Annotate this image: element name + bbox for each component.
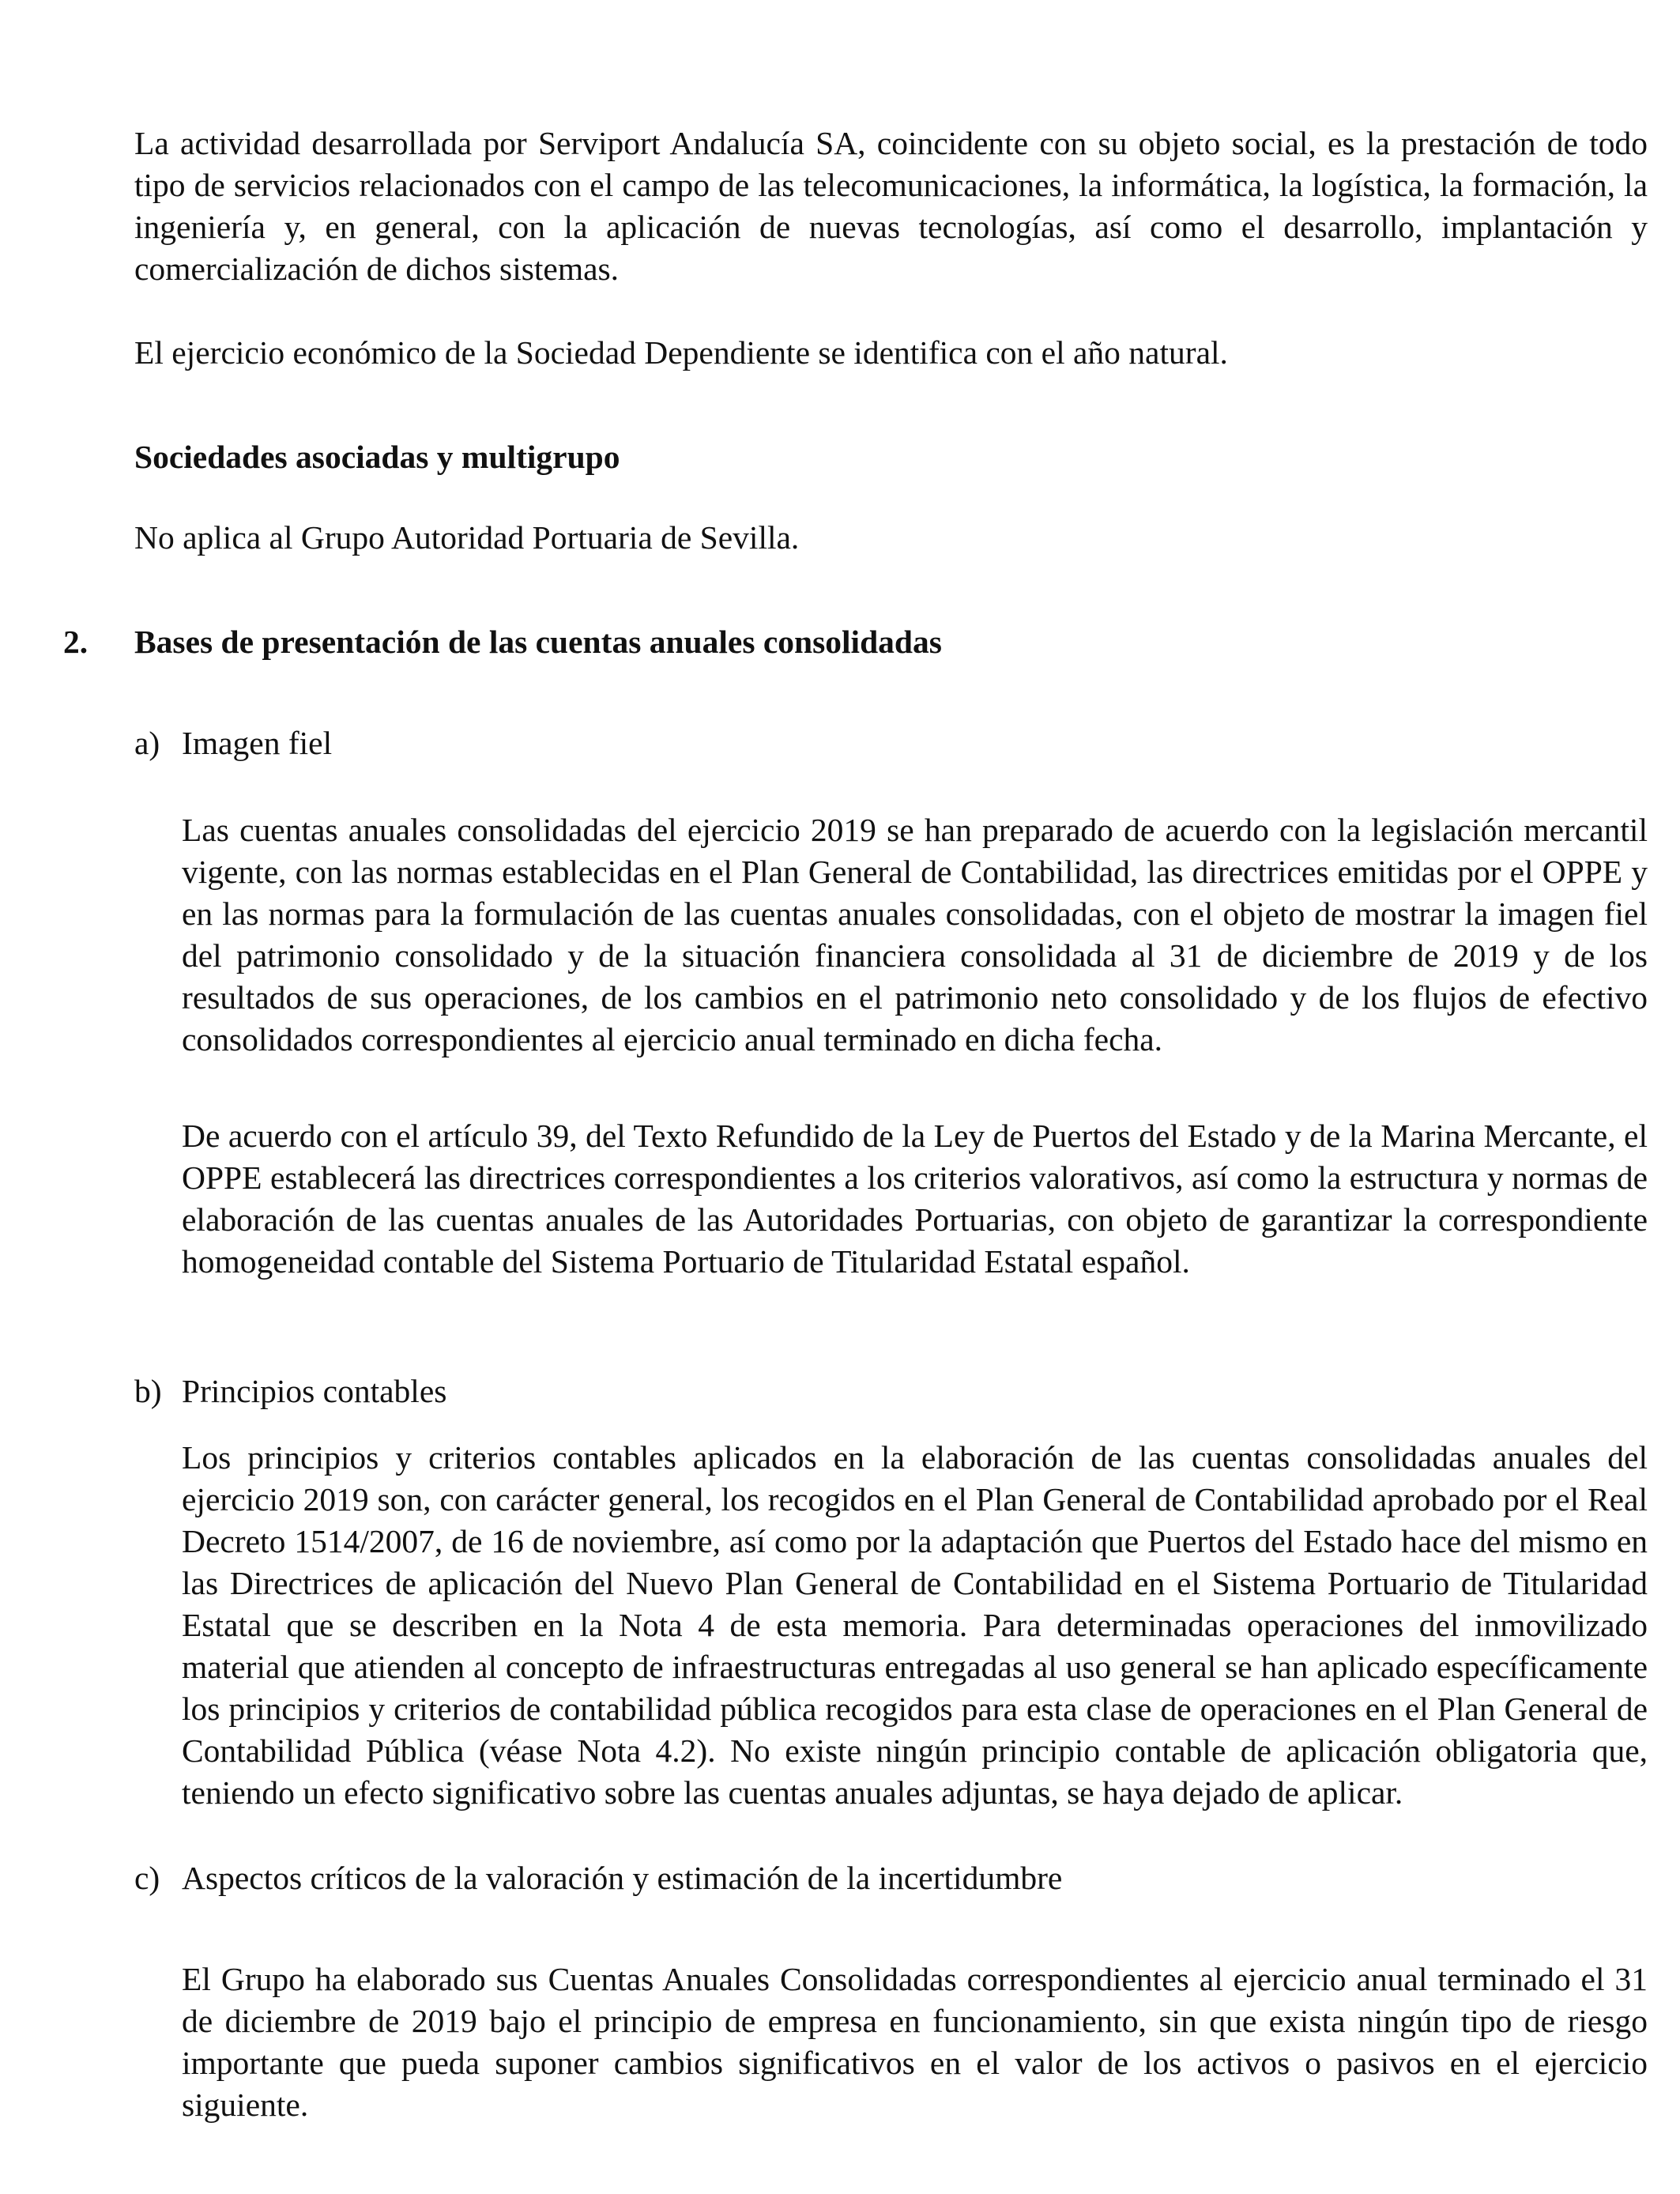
subsection-c-marker: c) (134, 1860, 160, 1896)
subsection-a-title: Imagen fiel (182, 725, 333, 761)
subsection-a-paragraph-2: De acuerdo con el artículo 39, del Texto Refundido de la Ley de Puertos del Estado y de la Marina Mercante, el OPPE establecerá las directrices correspondientes a los criterios valorativos, así como la estructura y normas de elaboración de las cuentas anuales de las Autoridades Portuarias, con objeto de garantizar la correspondiente homogeneidad contable del Sistema Portuario de Titularidad Estatal español. (182, 1118, 1648, 1280)
subsection-b-paragraph-1: Los principios y criterios contables aplicados en la elaboración de las cuentas consolidadas anuales del ejercicio 2019 son, con carácter general, los recogidos en el Plan General de Contabilidad aprobado por el Real Decreto 1514/2007, de 16 de noviembre, así como por la adaptación que Puertos del Estado hace del mismo en las Directrices de aplicación del Nuevo Plan General de Contabilidad en el Sistema Portuario de Titularidad Estatal que se describen en la Nota 4 de esta memoria. Para determinadas operaciones del inmovilizado material que atienden al concepto de infraestructuras entregadas al uso general se han aplicado específicamente los principios y criterios de contabilidad pública recogidos para esta clase de operaciones en el Plan General de Contabilidad Pública (véase Nota 4.2). No existe ningún principio contable de aplicación obligatoria que, teniendo un efecto significativo sobre las cuentas anuales adjuntas, se haya dejado de aplicar. (182, 1439, 1648, 1811)
associates-heading: Sociedades asociadas y multigrupo (134, 439, 620, 475)
subsection-a-paragraph-1: Las cuentas anuales consolidadas del ejercicio 2019 se han preparado de acuerdo con la legislación mercantil vigente, con las normas establecidas en el Plan General de Contabilidad, las directrices emitidas por el OPPE y en las normas para la formulación de las cuentas anuales consolidadas, con el objeto de mostrar la imagen fiel del patrimonio consolidado y de la situación financiera consolidada al 31 de diciembre de 2019 y de los resultados de sus operaciones, de los cambios en el patrimonio neto consolidado y de los flujos de efectivo consolidados correspondientes al ejercicio anual terminado en dicha fecha. (182, 812, 1648, 1057)
activity-paragraph: La actividad desarrollada por Serviport Andalucía SA, coincidente con su objeto social, es la prestación de todo tipo de servicios relacionados con el campo de las telecomunicaciones, la informática, la logística, la formación, la ingeniería y, en general, con la aplicación de nuevas tecnologías, así como el desarrollo, implantación y comercialización de dichos sistemas. (134, 125, 1648, 287)
subsection-b-title: Principios contables (182, 1373, 447, 1409)
subsection-c-paragraph-1: El Grupo ha elaborado sus Cuentas Anuales Consolidadas correspondientes al ejercicio anual terminado el 31 de diciembre de 2019 bajo el principio de empresa en funcionamiento, sin que exista ningún tipo de riesgo importante que pueda suponer cambios significativos en el valor de los activos o pasivos en el ejercicio siguiente. (182, 1961, 1648, 2123)
fiscal-year-paragraph: El ejercicio económico de la Sociedad Dependiente se identifica con el año natural. (134, 334, 1228, 371)
subsection-b-marker: b) (134, 1373, 162, 1409)
subsection-c-title: Aspectos críticos de la valoración y estimación de la incertidumbre (182, 1860, 1063, 1896)
associates-paragraph: No aplica al Grupo Autoridad Portuaria de Sevilla. (134, 519, 800, 556)
subsection-a-marker: a) (134, 725, 160, 761)
section-heading: Bases de presentación de las cuentas anuales consolidadas (134, 624, 942, 660)
section-number: 2. (63, 624, 89, 660)
